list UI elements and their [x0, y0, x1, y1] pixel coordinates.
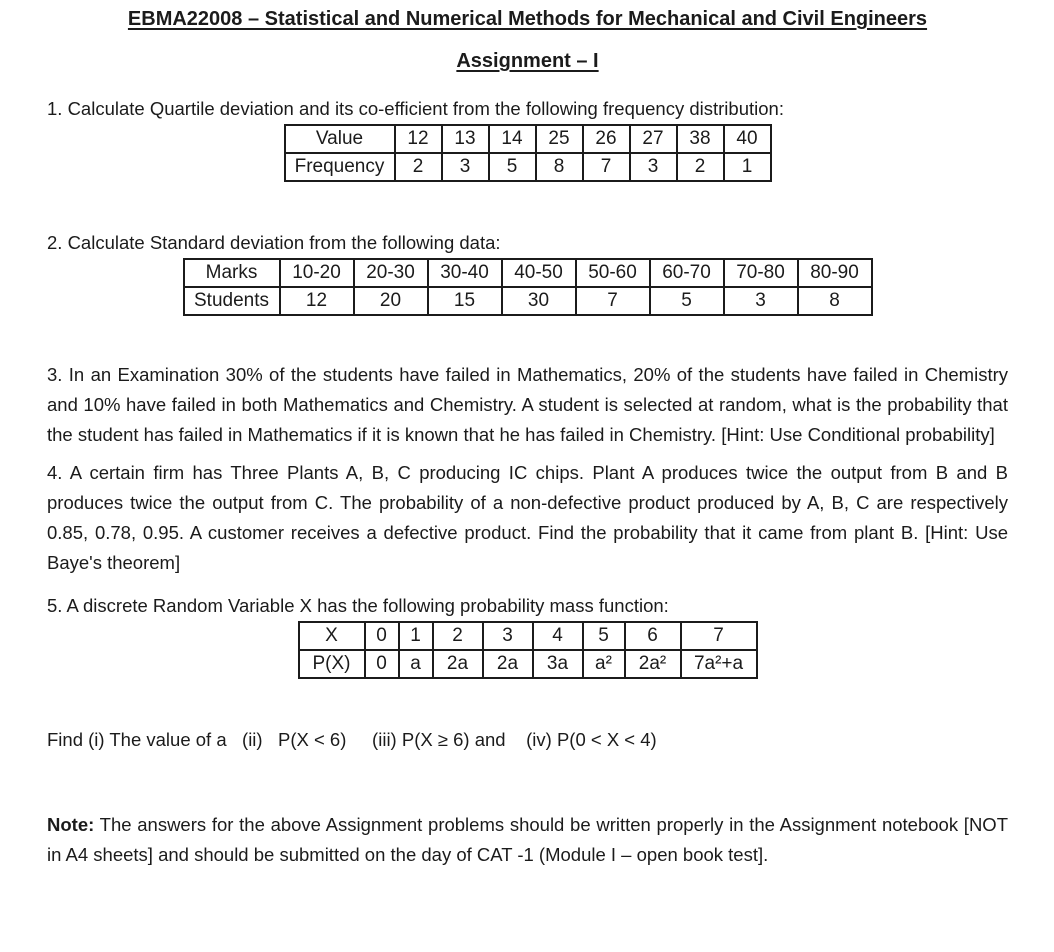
table-cell: a	[399, 650, 433, 678]
frequency-distribution-table	[284, 124, 772, 182]
note-label: Note:	[47, 814, 95, 835]
table-cell: 12	[280, 287, 354, 315]
table-cell: 40-50	[502, 259, 576, 287]
table-row	[285, 153, 771, 181]
table-cell: 7	[583, 153, 630, 181]
table-cell: 3	[630, 153, 677, 181]
table-cell: 2	[395, 153, 442, 181]
table-cell: 3	[483, 622, 533, 650]
table-cell: 80-90	[798, 259, 872, 287]
table-cell: 25	[536, 125, 583, 153]
table-cell: 1	[399, 622, 433, 650]
page-title: EBMA22008 – Statistical and Numerical Methods for Mechanical and Civil Engineers	[127, 8, 928, 30]
table-cell: 13	[442, 125, 489, 153]
table-cell: 60-70	[650, 259, 724, 287]
table-row	[184, 287, 872, 315]
table-cell: 7	[681, 622, 757, 650]
table-cell: 2a	[433, 650, 483, 678]
table-cell: 14	[489, 125, 536, 153]
table-cell: 10-20	[280, 259, 354, 287]
pmf-table	[298, 621, 758, 679]
table-cell: 6	[625, 622, 681, 650]
table-cell: 20	[354, 287, 428, 315]
table-row	[285, 125, 771, 153]
table-cell: 0	[365, 622, 399, 650]
find-instruction: Find (i) The value of a (ii) P(X < 6) (iii) P(X ≥ 6) and (iv) P(0 < X < 4)	[47, 729, 657, 750]
table-cell: 5	[650, 287, 724, 315]
question-4-text: 4. A certain firm has Three Plants A, B, C producing IC chips. Plant A produces twice the output from B and B produces twice the output from C. The probability of a non-defective product produced by A, B, C are respectively 0.85, 0.78, 0.95. A customer receives a defective product. Find the probability that it came from plant B. [Hint: Use Baye's theorem]	[47, 462, 1008, 573]
table-cell: 15	[428, 287, 502, 315]
table-cell: 30-40	[428, 259, 502, 287]
page-subtitle: Assignment – I	[456, 50, 599, 72]
question-1-text: 1. Calculate Quartile deviation and its co-efficient from the following frequency distribution:	[47, 98, 784, 119]
table-row	[299, 622, 757, 650]
table-cell: a²	[583, 650, 625, 678]
table-cell: 2	[433, 622, 483, 650]
table-cell: 5	[583, 622, 625, 650]
note-paragraph	[47, 810, 1008, 870]
table-cell: 3	[724, 287, 798, 315]
table-cell: 38	[677, 125, 724, 153]
table-cell: Students	[184, 287, 280, 315]
table-cell: 3a	[533, 650, 583, 678]
table-cell: 1	[724, 153, 771, 181]
table-cell: Marks	[184, 259, 280, 287]
table-row	[184, 259, 872, 287]
table-cell: 7	[576, 287, 650, 315]
table-cell: 12	[395, 125, 442, 153]
table-cell: Frequency	[285, 153, 395, 181]
table-cell: 30	[502, 287, 576, 315]
table-cell: 8	[536, 153, 583, 181]
table-cell: 26	[583, 125, 630, 153]
marks-distribution-table	[183, 258, 873, 316]
table-cell: 8	[798, 287, 872, 315]
note-text: The answers for the above Assignment problems should be written properly in the Assignment notebook [NOT in A4 sheets] and should be submitted on the day of CAT -1 (Module I – open book test].	[47, 814, 1008, 865]
table-cell: 40	[724, 125, 771, 153]
table-cell: 20-30	[354, 259, 428, 287]
table-cell: P(X)	[299, 650, 365, 678]
table-cell: 4	[533, 622, 583, 650]
table-cell: 0	[365, 650, 399, 678]
table-cell: 70-80	[724, 259, 798, 287]
table-cell: 2a	[483, 650, 533, 678]
question-2-text: 2. Calculate Standard deviation from the following data:	[47, 232, 501, 253]
table-cell: 5	[489, 153, 536, 181]
table-cell: 2a²	[625, 650, 681, 678]
table-cell: 27	[630, 125, 677, 153]
table-cell: 7a²+a	[681, 650, 757, 678]
table-cell: 2	[677, 153, 724, 181]
table-cell: Value	[285, 125, 395, 153]
question-5-text: 5. A discrete Random Variable X has the following probability mass function:	[47, 595, 669, 616]
table-row	[299, 650, 757, 678]
table-cell: 50-60	[576, 259, 650, 287]
table-cell: 3	[442, 153, 489, 181]
table-cell: X	[299, 622, 365, 650]
question-3-text: 3. In an Examination 30% of the students have failed in Mathematics, 20% of the students have failed in Chemistry and 10% have failed in both Mathematics and Chemistry. A student is selected at random, what is the probability that the student has failed in Mathematics if it is known that he has failed in Chemistry. [Hint: Use Conditional probability]	[47, 364, 1008, 445]
